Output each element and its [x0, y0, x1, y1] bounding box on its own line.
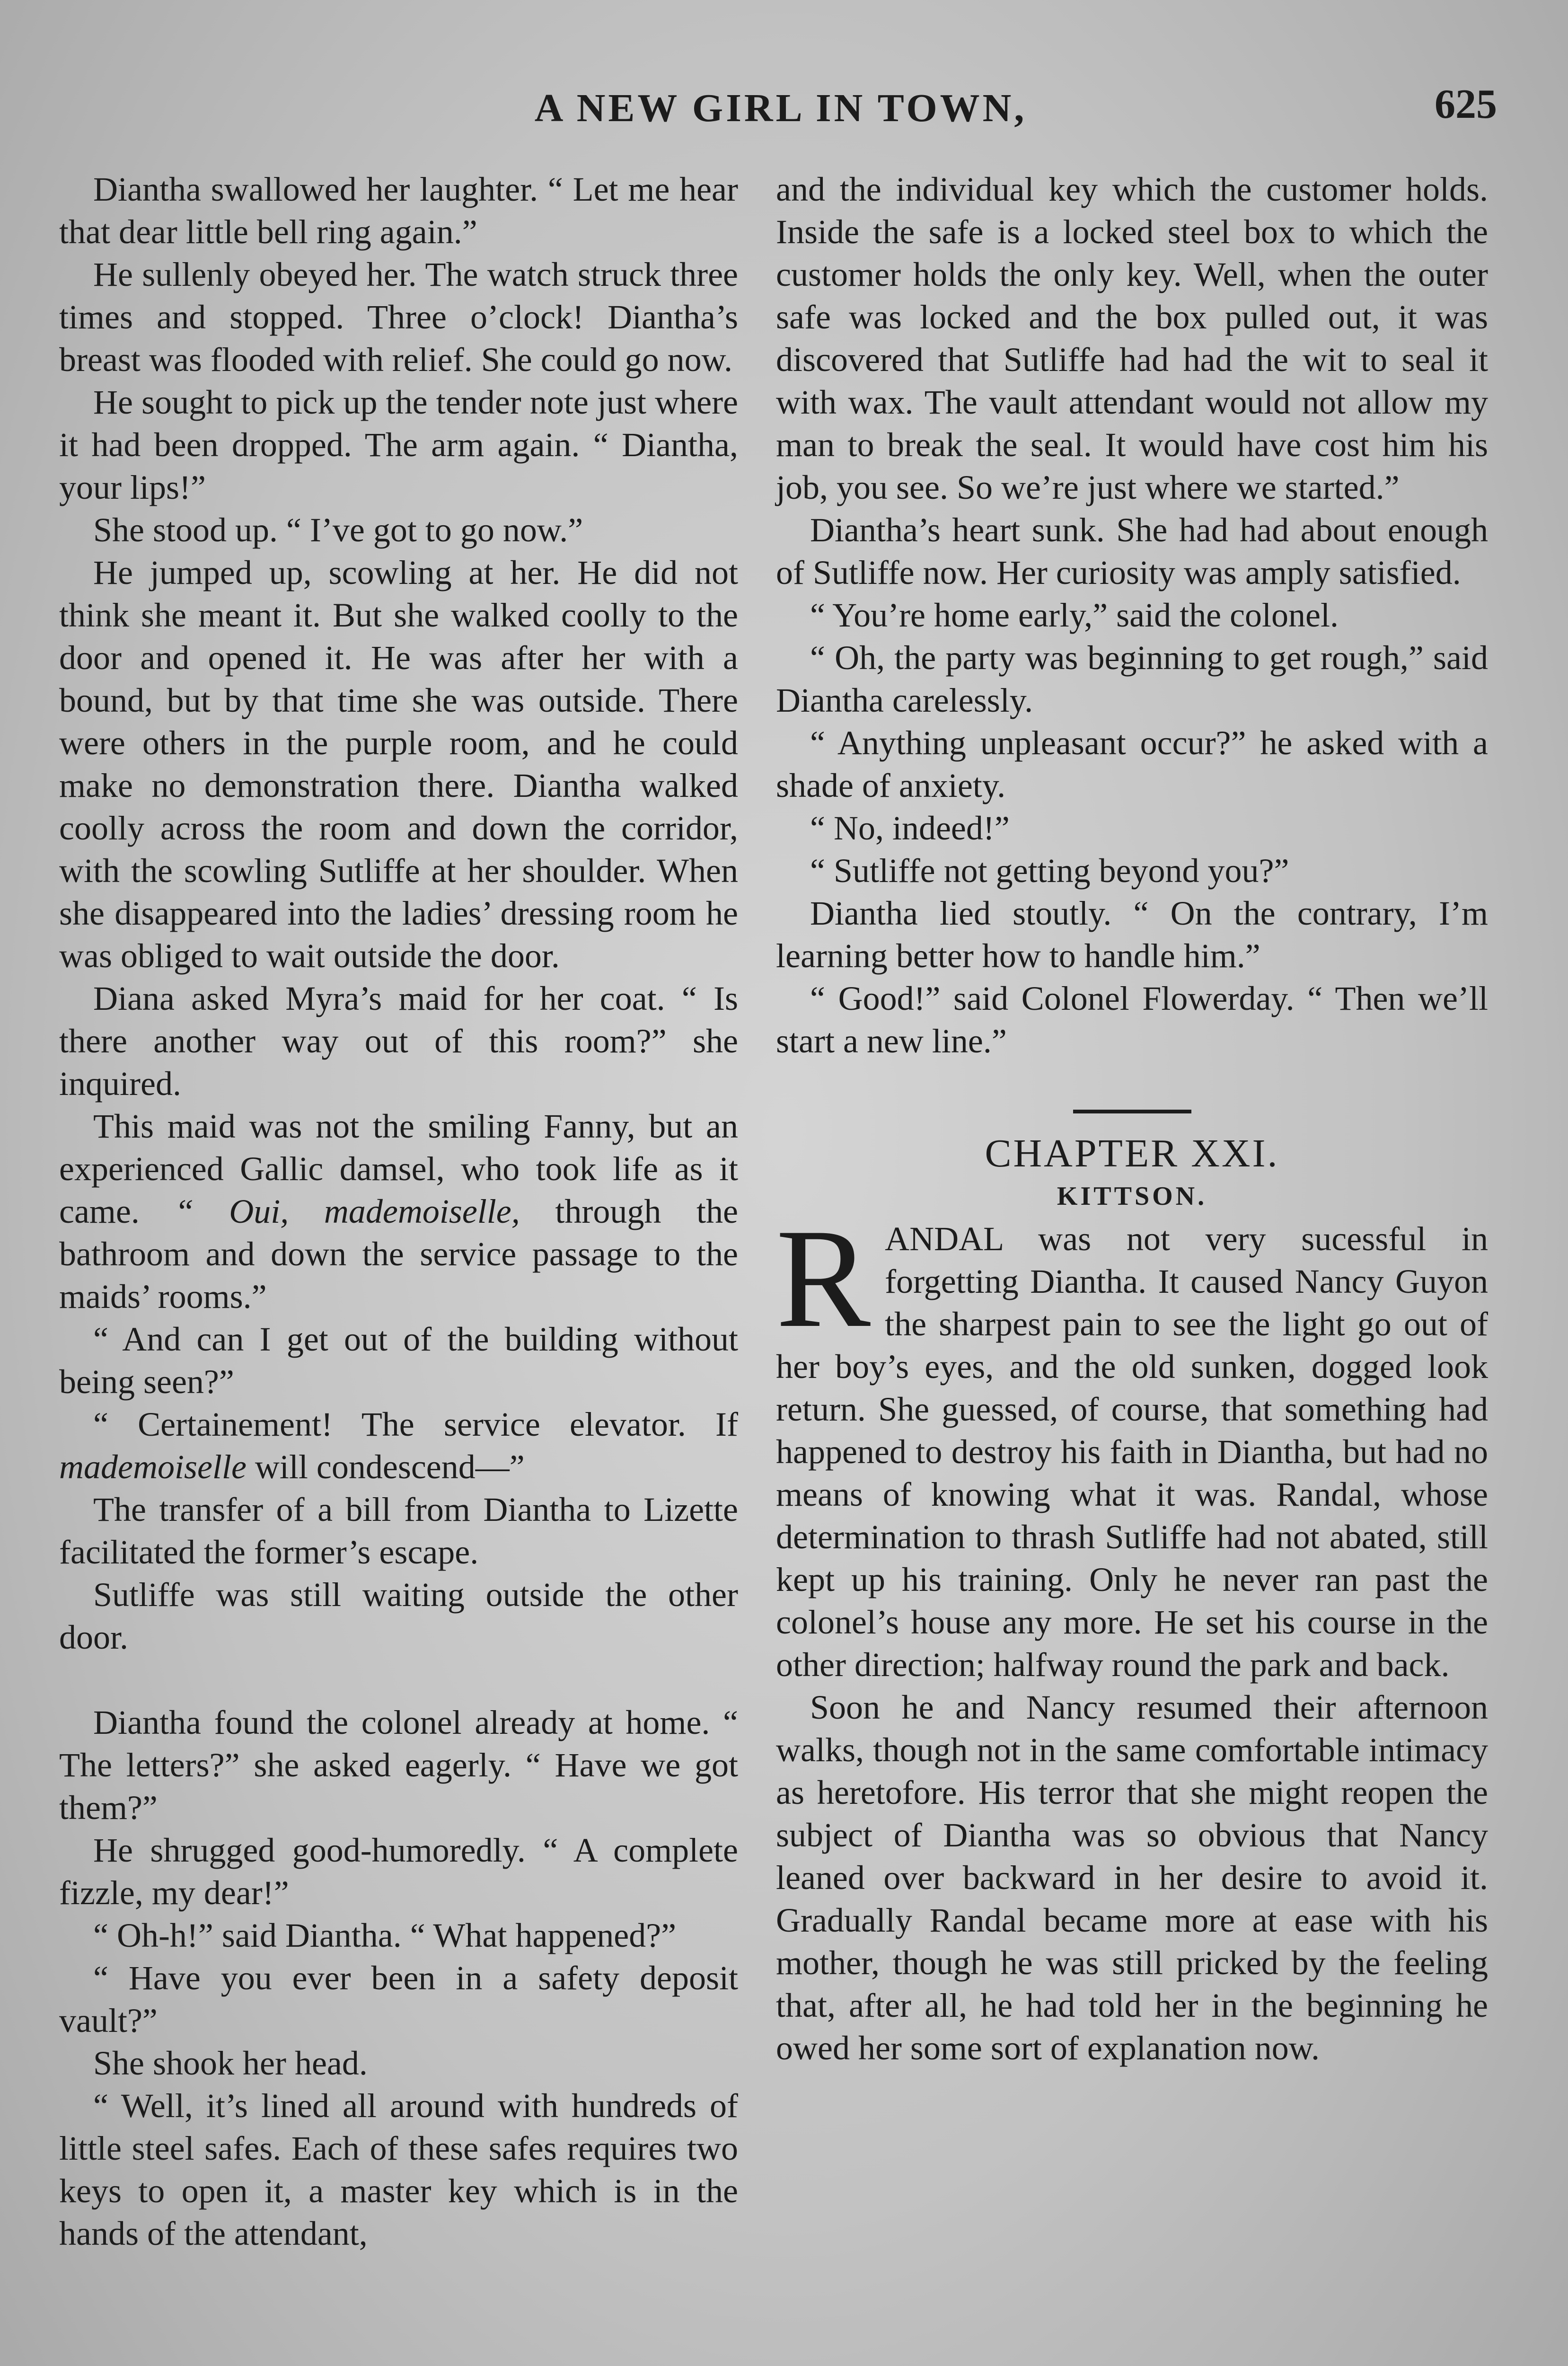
paragraph: “ Have you ever been in a safety deposit vault?”: [59, 1959, 738, 2039]
elevator-after: will condescend—”: [246, 1448, 525, 1486]
paragraph: Diantha found the colonel already at home. “ The letters?” she asked eagerly. “ Have we got them?”: [59, 1704, 738, 1827]
paragraph: Sutliffe was still waiting outside the other door.: [59, 1576, 738, 1656]
paragraph-maid: [59, 1105, 738, 1318]
paragraph: Diantha swallowed her laughter. “ Let me hear that dear little bell ring again.”: [59, 170, 738, 251]
running-title: A NEW GIRL IN TOWN,: [534, 86, 1027, 130]
section-break: [59, 1659, 738, 1701]
right-column: [776, 168, 1488, 2069]
paragraph: The transfer of a bill from Diantha to Lizette facilitated the former’s escape.: [59, 1491, 738, 1571]
chapter-first-paragraph: [776, 1200, 1488, 1686]
maid-text: This maid was not the smiling Fanny, but an experienced Gallic damsel, who took life as it came.: [59, 1107, 738, 1230]
paragraph: Diantha lied stoutly. “ On the contrary, I’m learning better how to handle him.”: [776, 894, 1488, 975]
elevator-italic: mademoiselle: [59, 1448, 247, 1486]
chapter-title: CHAPTER XXI.: [985, 1131, 1279, 1175]
paragraph-elevator: [59, 1403, 738, 1488]
paragraph: He sought to pick up the tender note just where it had been dropped. The arm again. “ Diantha, your lips!”: [59, 383, 738, 506]
paragraph: “ Oh, the party was beginning to get rough,” said Diantha carelessly.: [776, 639, 1488, 719]
paragraph: He shrugged good-humoredly. “ A complete fizzle, my dear!”: [59, 1831, 738, 1912]
elevator-before: “ Certainement! The service elevator. If: [93, 1405, 738, 1443]
paragraph: “ Anything unpleasant occur?” he asked with a shade of anxiety.: [776, 724, 1488, 804]
left-column: [59, 168, 738, 2255]
paragraph: She shook her head.: [93, 2044, 368, 2082]
paragraph: “ And can I get out of the building without being seen?”: [59, 1320, 738, 1401]
chapter-subtitle: KITTSON.: [1057, 1182, 1207, 1211]
paragraph: She stood up. “ I’ve got to go now.”: [93, 511, 583, 549]
paragraph: “ Sutliffe not getting beyond you?”: [810, 852, 1289, 890]
paragraph: “ You’re home early,” said the colonel.: [810, 596, 1339, 634]
paragraph: He sullenly obeyed her. The watch struck three times and stopped. Three o’clock! Diantha’s breast was flooded with relief. She could go now.: [59, 256, 738, 379]
paragraph: “ Oh-h!” said Diantha. “ What happened?”: [93, 1916, 677, 1954]
paragraph: “ Good!” said Colonel Flowerday. “ Then we’ll start a new line.”: [776, 980, 1488, 1060]
maid-reply-rest: through the bathroom and down the service passage to the maids’ rooms.”: [59, 1192, 739, 1315]
maid-reply-italic: “ Oui, mademoiselle,: [175, 1192, 520, 1230]
first-paragraph-text: ANDAL was not very sucessful in forgetting Diantha. It caused Nancy Guyon the sharpest pain to see the light go out of her boy’s eyes, and the old sunken, dogged look return. She guessed, of course, that something had happened to destroy his faith in Diantha, but had no means of knowing what it was. Randal, whose determination to thrash Sutliffe had not abated, still kept up his training. Only he never ran past the colonel’s house any more. He set his course in the other direction; halfway round the park and back.: [776, 1220, 1488, 1684]
page-number: 625: [1435, 81, 1497, 127]
paragraph: Diana asked Myra’s maid for her coat. “ Is there another way out of this room?” she inquired.: [59, 980, 738, 1103]
chapter-divider-rule: [1073, 1110, 1191, 1113]
paragraph: Diantha’s heart sunk. She had had about enough of Sutliffe now. Her curiosity was amply satisfied.: [776, 511, 1488, 592]
paragraph: He jumped up, scowling at her. He did not think she meant it. But she walked coolly to the door and opened it. He was after her with a bound, but by that time she was outside. There were others in the purple room, and he could make no demonstration there. Diantha walked coolly across the room and down the corridor, with the scowling Sutliffe at her shoulder. When she disappeared into the ladies’ dressing room he was obliged to wait outside the door.: [59, 554, 738, 975]
paragraph: “ Well, it’s lined all around with hundreds of little steel safes. Each of these safes requires two keys to open it, a master key which is in the hands of the attendant,: [59, 2087, 738, 2252]
paragraph: Soon he and Nancy resumed their afternoon walks, though not in the same comfortable intimacy as heretofore. His terror that she might reopen the subject of Diantha was so obvious that Nancy leaned over backward in her desire to avoid it. Gradually Randal became more at ease with his mother, though he was still pricked by the feeling that, after all, he had told her in the beginning he owed her some sort of explanation now.: [776, 1688, 1488, 2067]
drop-cap: R: [776, 1200, 871, 1357]
paragraph: “ No, indeed!”: [810, 809, 1010, 847]
paragraph-continued: and the individual key which the customer holds. Inside the safe is a locked steel box to which the customer holds the only key. Well, when the outer safe was locked and the box pulled out, it was discovered that Sutliffe had had the wit to seal it with wax. The vault attendant would not allow my man to break the seal. It would have cost him his job, you see. So we’re just where we started.”: [776, 170, 1488, 506]
